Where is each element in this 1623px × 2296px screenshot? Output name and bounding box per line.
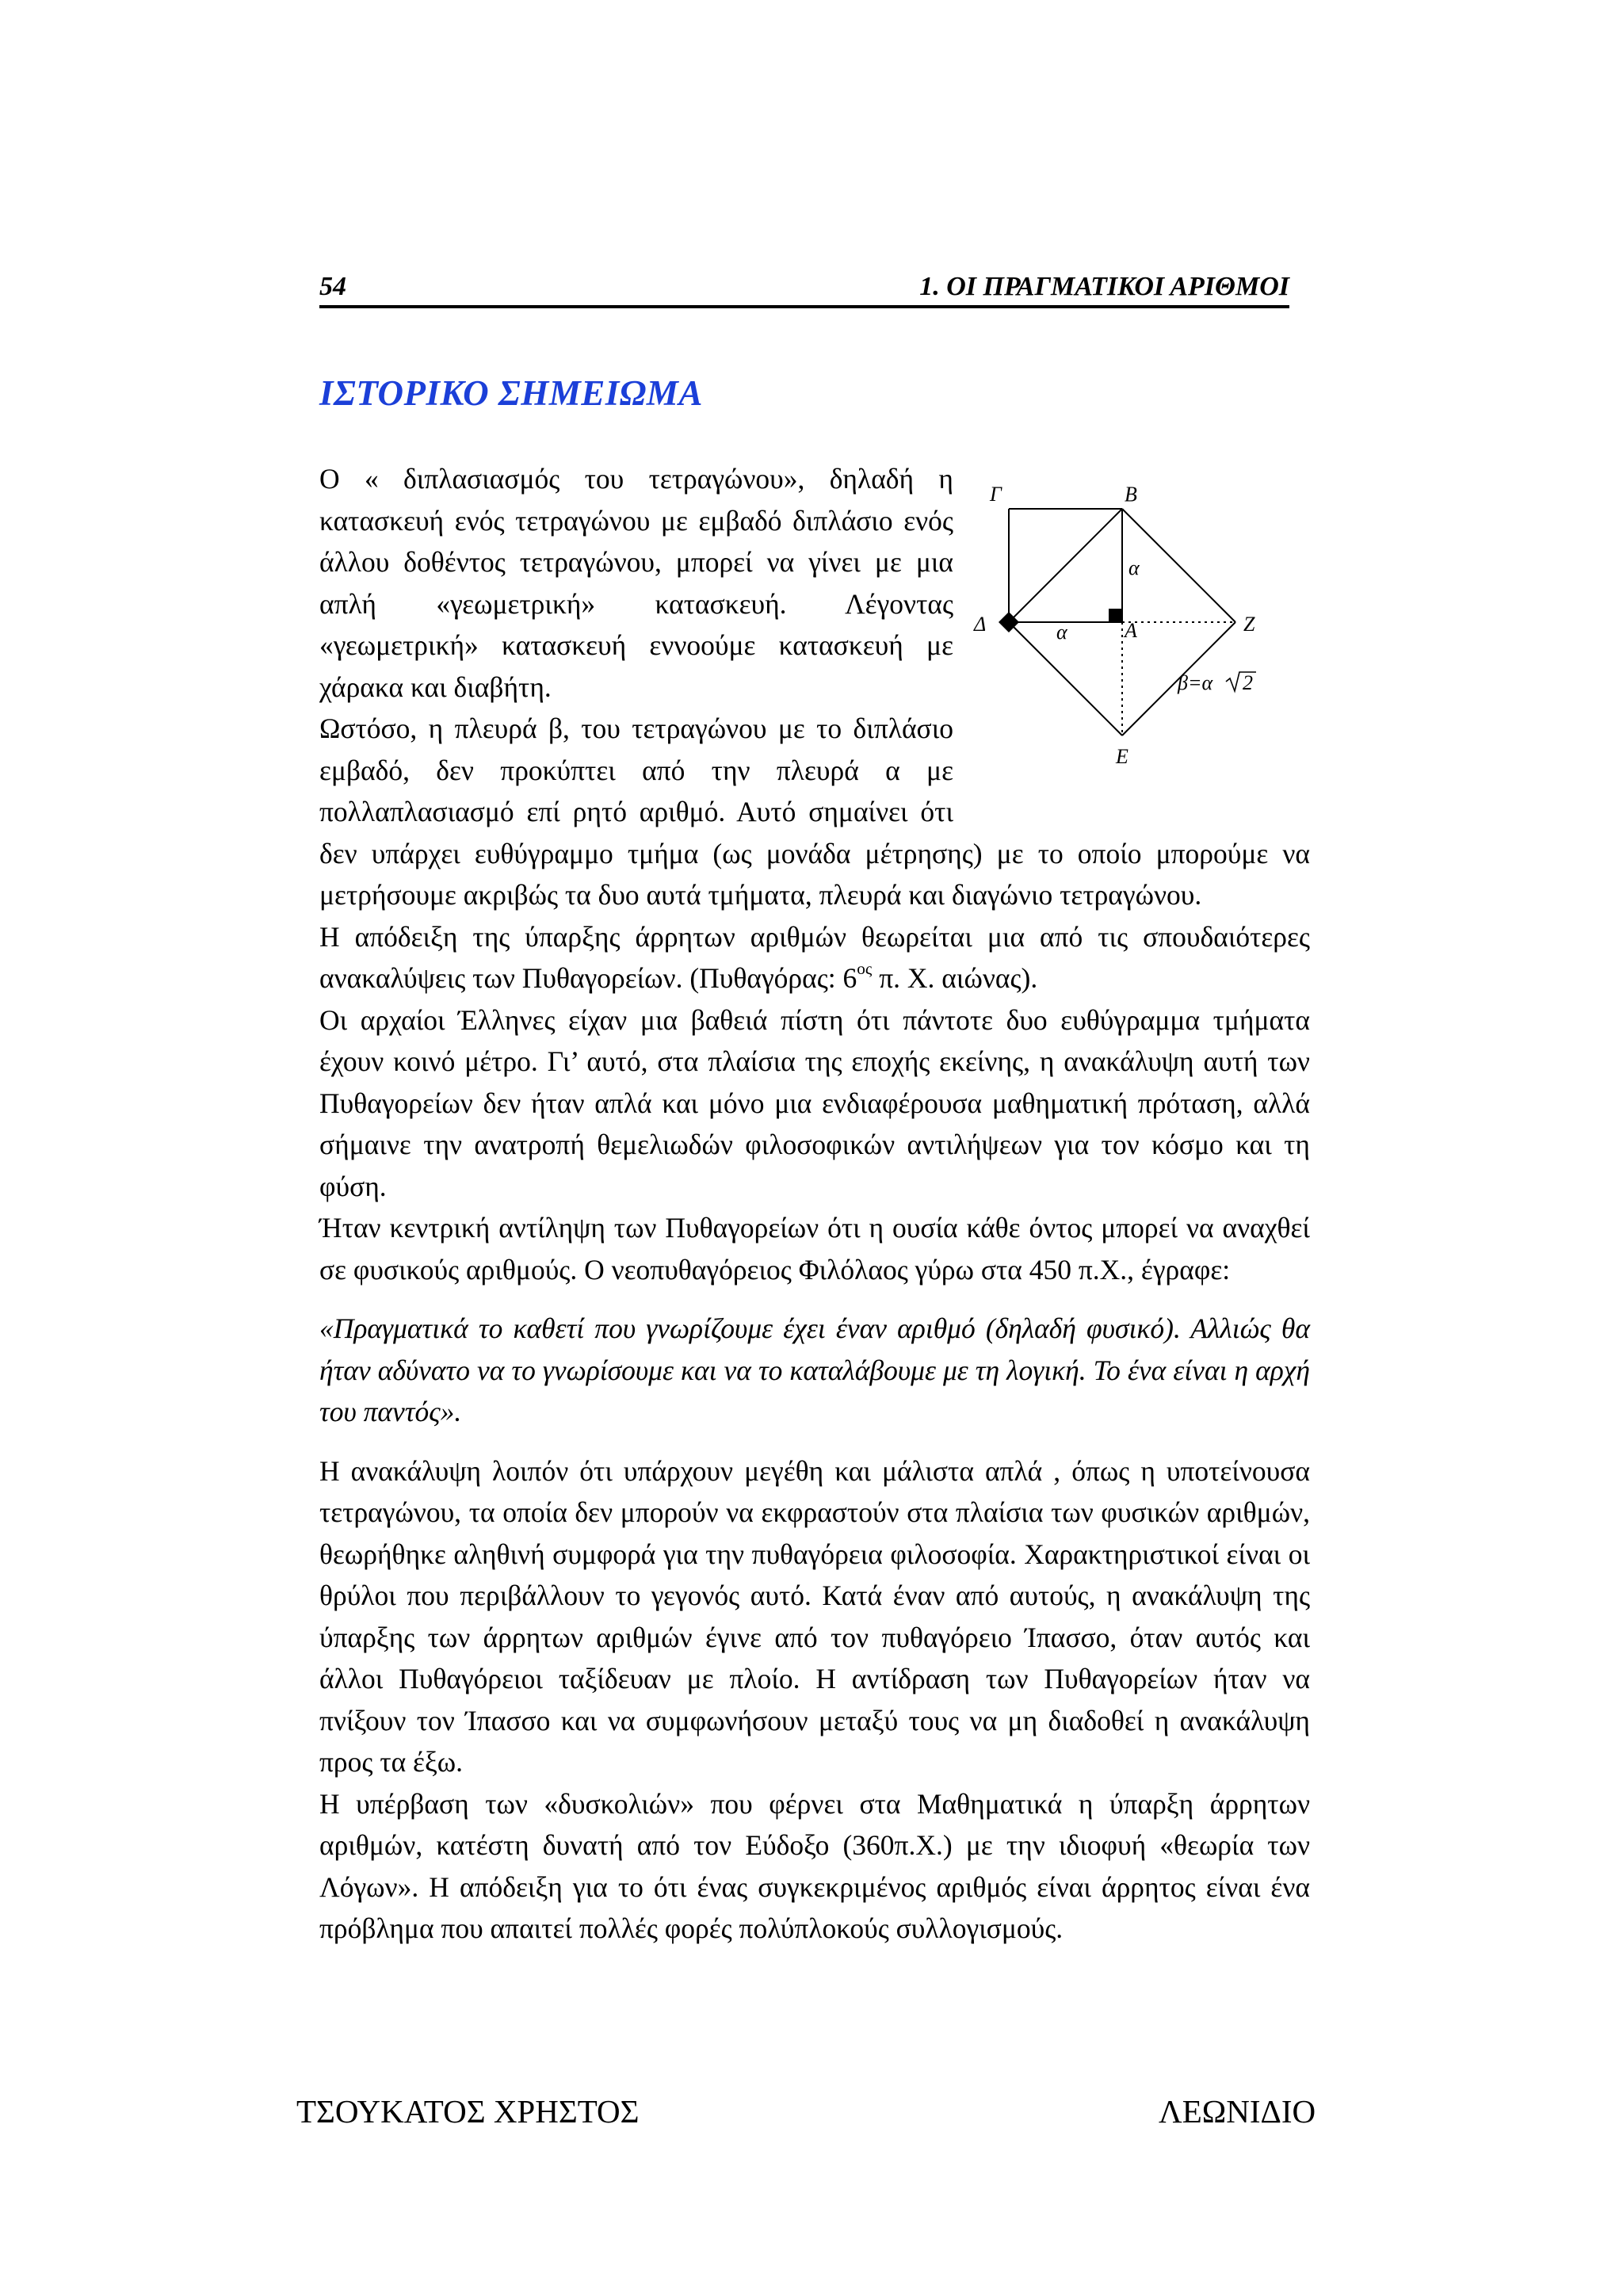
label-side-vertical: α	[1128, 556, 1140, 579]
label-diagonal-prefix: β=α	[1178, 671, 1213, 694]
philolaus-quote: «Πραγματικά το καθετί που γνωρίζουμε έχει έναν αριθμό (δηλαδή φυσικό). Αλλιώς θα ήταν αδύνατο να το γνωρίσουμε και να το καταλάβουμε με τη λογική. Το ένα είναι η αρχή του παντός».	[319, 1312, 1310, 1427]
paragraph-6: Η ανακάλυψη λοιπόν ότι υπάρχουν μεγέθη και μάλιστα απλά , όπως η υποτείνουσα τετραγώνου, τα οποία δεν μπορούν να εκφραστούν στα πλαίσια των φυσικών αριθμών, θεωρήθηκε αληθινή συμφορά για την πυθαγόρεια φιλοσοφία. Χαρακτηριστικοί είναι οι θρύλοι που περιβάλλουν το γεγονός αυτό. Κατά έναν από αυτούς, η ανακάλυψη της ύπαρξης των άρρητων αριθμών έγινε από τον πυθαγόρειο Ίπασσο, όταν αυτός και άλλοι Πυθαγόρειοι ταξίδευαν με πλοίο. Η αντίδραση των Πυθαγορείων ήταν να πνίξουν τον Ίπασσο και να συμφωνήσουν μεταξύ τους να μη διαδοθεί η ανακάλυψη προς τα έξω.	[319, 1454, 1310, 1778]
running-header	[319, 272, 1289, 308]
paragraph-4: Οι αρχαίοι Έλληνες είχαν μια βαθειά πίστη ότι πάντοτε δυο ευθύγραμμα τμήματα έχουν κοινό μέτρο. Γι’ αυτό, στα πλαίσια της εποχής εκείνης, η ανακάλυψη αυτή των Πυθαγορείων δεν ήταν απλά και μόνο μια ενδιαφέρουσα μαθηματική πρόταση, αλλά σήμαινε την ανατροπή θεμελιωδών φιλοσοφικών αντιλήψεων για τον κόσμο και τη φύση.	[319, 1003, 1310, 1202]
label-beta: Β	[1125, 483, 1137, 506]
label-diagonal	[1177, 671, 1213, 694]
body-text	[319, 458, 1310, 1950]
label-alpha-point: Α	[1125, 619, 1137, 642]
chapter-title: 1. ΟΙ ΠΡΑΓΜΑΤΙΚΟΙ ΑΡΙΘΜΟΙ	[919, 272, 1289, 301]
label-gamma: Γ	[990, 483, 1002, 506]
ordinal-superscript: ος	[857, 958, 873, 978]
paragraph-1: Ο « διπλασιασμός του τετραγώνου», δηλαδή η κατασκευή ενός τετραγώνου με εμβαδό διπλάσιο ενός άλλου δοθέντος τετραγώνου, μπορεί να γίνει με μια απλή «γεωμετρική» κατασκευή. Λέγοντας «γεωμετρική» κατασκευή εννοούμε κατασκευή με χάρακα και διαβήτη.	[319, 463, 953, 703]
square-doubling-figure	[968, 476, 1310, 820]
label-diagonal-radicand: 2	[1243, 671, 1253, 694]
paragraph-2: Ωστόσο, η πλευρά β, του τετραγώνου με το διπλάσιο εμβαδό, δεν προκύπτει από την πλευρά α με πολλαπλασιασμό επί ρητό αριθμό. Αυτό σημαίνει ότι δεν υπάρχει ευθύγραμμο τμήμα (ως μονάδα μέτρησης) με το οποίο μπορούμε να μετρήσουμε ακριβώς τα δυο αυτά τμήματα, πλευρά και διαγώνιο τετραγώνου.	[319, 712, 1310, 911]
paragraph-7: Η υπέρβαση των «δυσκολιών» που φέρνει στα Μαθηματικά η ύπαρξη άρρητων αριθμών, κατέστη δυνατή από τον Εύδοξο (360π.Χ.) με την ιδιοφυή «θεωρία των Λόγων». Η απόδειξη για το ότι ένας συγκεκριμένος αριθμός είναι άρρητος είναι ένα πρόβλημα που απαιτεί πολλές φορές πολύπλοκούς συλλογισμούς.	[319, 1787, 1310, 1944]
footer-author: ΤΣΟΥΚΑΤΟΣ ΧΡΗΣΤΟΣ	[296, 2093, 640, 2130]
label-zeta: Ζ	[1243, 613, 1255, 636]
page-number: 54	[319, 272, 346, 301]
label-delta: Δ	[974, 613, 987, 636]
paragraph-3-tail: π. Χ. αιώνας).	[872, 962, 1038, 994]
paragraph-3-main: Η απόδειξη της ύπαρξης άρρητων αριθμών θεωρείται μια από τις σπουδαιότερες ανακαλύψεις των Πυθαγορείων. (Πυθαγόρας: 6	[319, 920, 1310, 994]
footer-place: ΛΕΩΝΙΔΙΟ	[1159, 2093, 1316, 2130]
section-title: ΙΣΤΟΡΙΚΟ ΣΗΜΕΙΩΜΑ	[319, 373, 703, 413]
right-angle-marker	[1109, 609, 1122, 622]
paragraph-5: Ήταν κεντρική αντίληψη των Πυθαγορείων ότι η ουσία κάθε όντος μπορεί να αναχθεί σε φυσικούς αριθμούς. Ο νεοπυθαγόρειος Φιλόλαος γύρω στα 450 π.Χ., έγραφε:	[319, 1212, 1310, 1286]
label-epsilon: Ε	[1116, 745, 1128, 768]
paragraph-3	[319, 916, 1310, 999]
label-side-horizontal: α	[1056, 621, 1067, 644]
